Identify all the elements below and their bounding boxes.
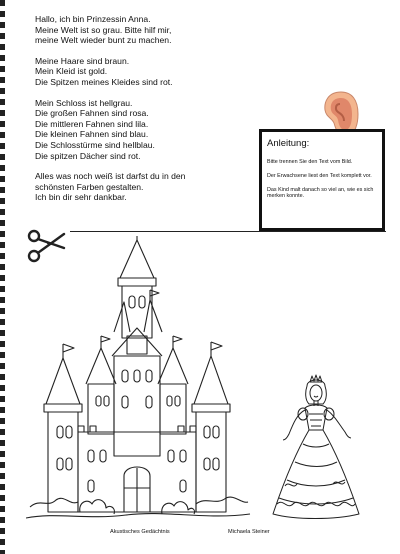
poem-line: schönsten Farben gestalten.	[35, 181, 144, 192]
poem-text	[35, 14, 265, 213]
poem-line: Mein Kleid ist gold.	[35, 66, 108, 77]
poem-stanza	[35, 14, 265, 46]
poem-line: Die Schlosstürme sind hellblau.	[35, 139, 155, 150]
instruction-line: Das Kind malt danach so viel an, wie es sich merken konnte.	[267, 186, 374, 200]
cut-line	[70, 231, 386, 232]
castle-illustration	[26, 236, 252, 524]
poem-line: Mein Schloss ist hellgrau.	[35, 97, 133, 108]
poem-stanza	[35, 171, 265, 203]
princess-illustration	[265, 374, 365, 524]
poem-stanza	[35, 98, 265, 162]
instruction-title: Anleitung:	[267, 138, 310, 149]
poem-line: Meine Haare sind braun.	[35, 55, 130, 66]
poem-line: Ich bin dir sehr dankbar.	[35, 192, 127, 203]
instruction-line: Der Erwachsene liest den Text komplett vor.	[267, 172, 372, 179]
poem-line: Alles was noch weiß ist darfst du in den	[35, 171, 186, 182]
instruction-line: Bitte trennen Sie den Text vom Bild.	[267, 159, 353, 165]
poem-line: Hallo, ich bin Prinzessin Anna.	[35, 14, 151, 24]
poem-line: Meine Welt ist so grau. Bitte hilf mir,	[35, 24, 172, 35]
footer-left: Akustisches Gedächtnis	[110, 529, 170, 535]
poem-line: meine Welt wieder bunt zu machen.	[35, 35, 172, 46]
poem-line: Die spitzen Dächer sind rot.	[35, 150, 141, 161]
poem-line: Die Spitzen meines Kleides sind rot.	[35, 76, 173, 87]
poem-line: Die kleinen Fahnen sind blau.	[35, 129, 149, 140]
poem-stanza	[35, 56, 265, 88]
page-edge-marks	[0, 0, 5, 554]
poem-line: Die mittleren Fahnen sind lila.	[35, 118, 149, 129]
poem-line: Die großen Fahnen sind rosa.	[35, 108, 149, 119]
instruction-box	[259, 129, 385, 231]
footer-right: Michaela Steiner	[228, 529, 270, 535]
